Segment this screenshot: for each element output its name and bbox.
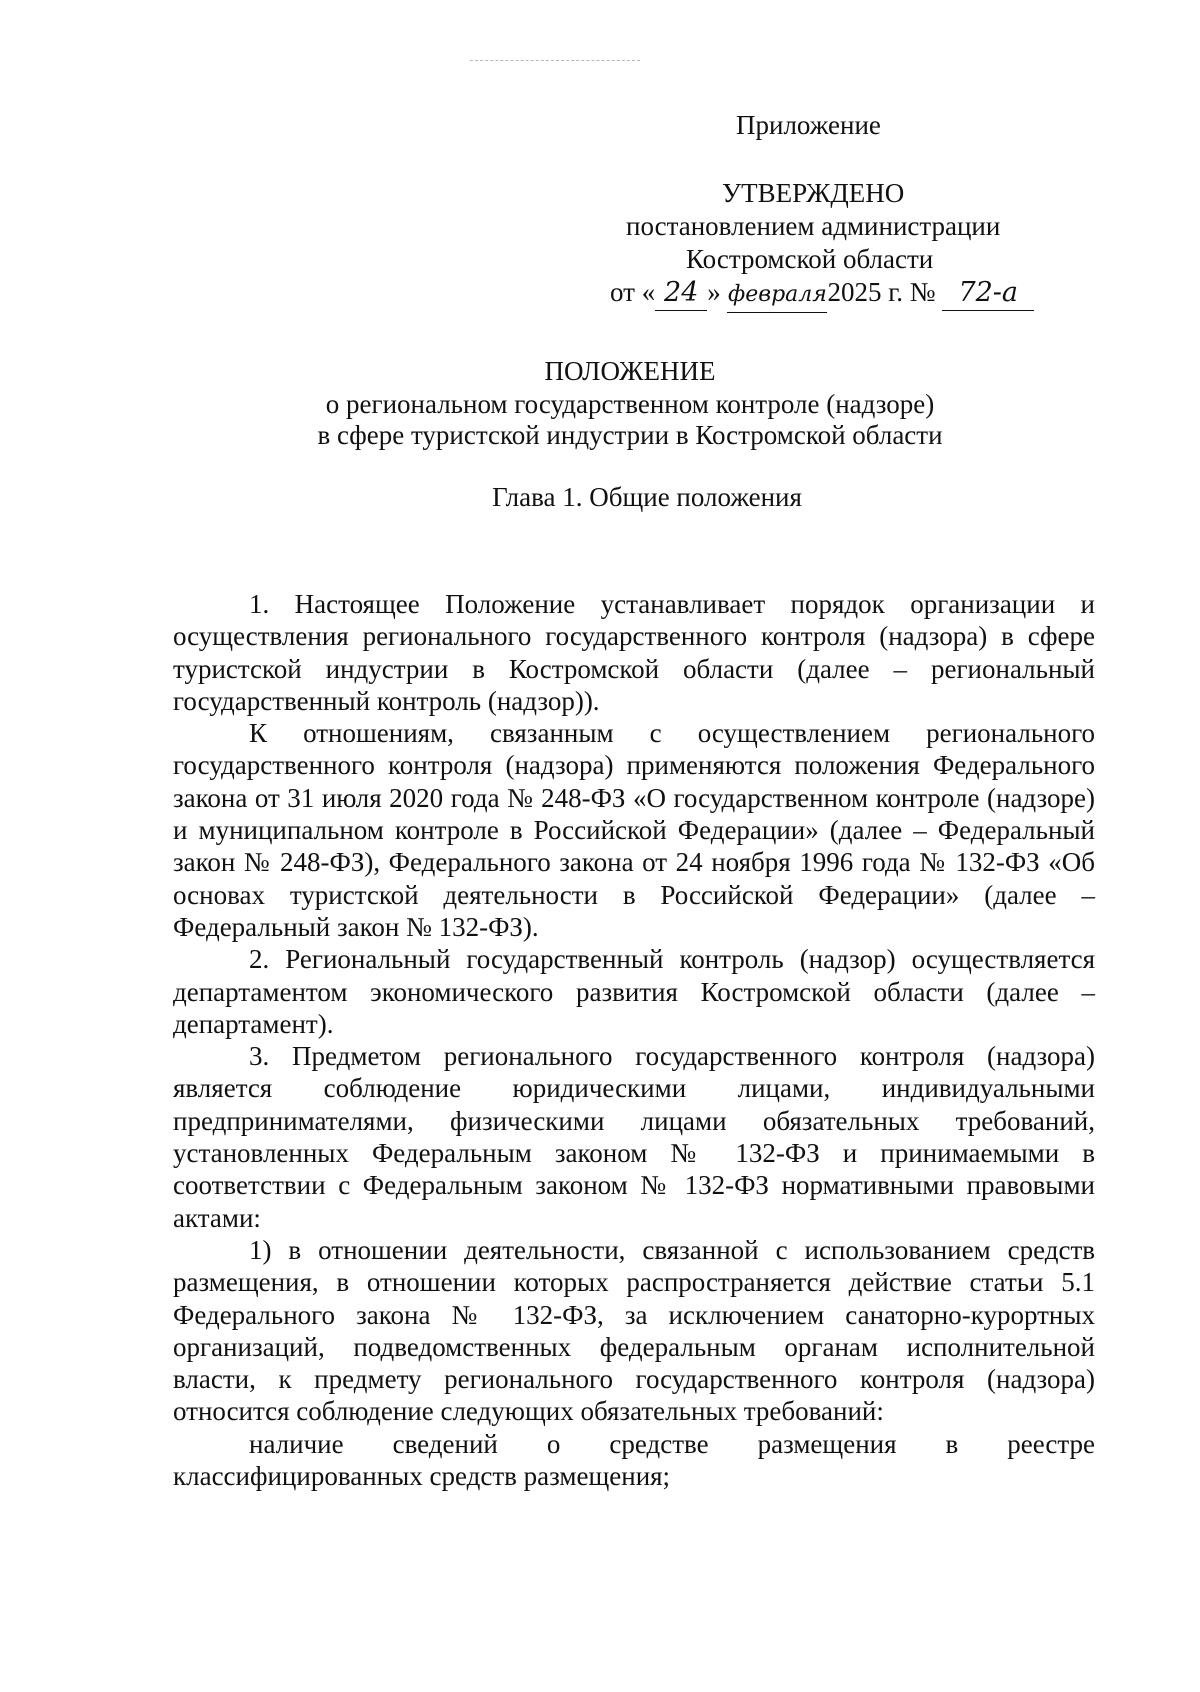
date-day-handwritten: 24: [655, 276, 707, 311]
approved-label: УТВЕРЖДЕНО: [722, 178, 905, 208]
document-title: ПОЛОЖЕНИЕ: [544, 356, 716, 386]
document-body: [173, 588, 1095, 1492]
paragraph-2: 2. Региональный государственный контроль (надзор) осуществляется департаментом экономического развития Костромской области (далее – департамент).: [173, 944, 1095, 1039]
approved-by-line2: Костромской области: [686, 244, 934, 274]
document-subtitle-line2: в сфере туристской индустрии в Костромской области: [317, 420, 943, 450]
approved-by-line1: постановлением администрации: [626, 211, 1001, 241]
date-year-suffix: 2025 г. №: [827, 277, 936, 307]
date-mid: »: [707, 277, 721, 307]
document-subtitle-line1: о региональном государственном контроле (надзоре): [325, 389, 935, 419]
appendix-label: Приложение: [736, 110, 881, 140]
paragraph-3-item-1: 1) в отношении деятельности, связанной с использованием средств размещения, в отношении которых распространяется действие статьи 5.1 Федерального закона № 132-ФЗ, за исключением санаторно-курортных организаций, подведомственных федеральным органам исполнительной власти, к предмету регионального государственного контроля (надзора) относится соблюдение следующих обязательных требований:: [173, 1234, 1095, 1427]
paragraph-3-item-1-requirement: наличие сведений о средстве размещения в реестре классифицированных средств размещения;: [173, 1428, 1095, 1492]
chapter-heading: Глава 1. Общие положения: [492, 482, 802, 512]
paragraph-1: 1. Настоящее Положение устанавливает порядок организации и осуществления регионального государственного контроля (надзора) в сфере туристской индустрии в Костромской области (далее – региональный государственный контроль (надзор)).: [173, 589, 1095, 716]
date-month-handwritten: февраля: [727, 278, 827, 313]
doc-number-handwritten: 72-а: [942, 276, 1034, 311]
scan-artifact: [470, 60, 640, 65]
date-prefix: от «: [610, 277, 656, 307]
approval-date-line: [610, 275, 1034, 313]
paragraph-3: 3. Предметом регионального государственного контроля (надзора) является соблюдение юридическими лицами, индивидуальными предпринимателями, физическими лицами обязательных требований, установленных Федеральным законом № 132-ФЗ и принимаемыми в соответствии с Федеральным законом № 132-ФЗ нормативными правовыми актами:: [173, 1041, 1095, 1233]
paragraph-1-relations: К отношениям, связанным с осуществлением регионального государственного контроля (надзора) применяются положения Федерального закона от 31 июля 2020 года № 248-ФЗ «О государственном контроле (надзоре) и муниципальном контроле в Российской Федерации» (далее – Федеральный закон № 248-ФЗ), Федерального закона от 24 ноября 1996 года № 132-ФЗ «Об основах туристской деятельности в Российской Федерации» (далее – Федеральный закон № 132-ФЗ).: [173, 718, 1095, 942]
